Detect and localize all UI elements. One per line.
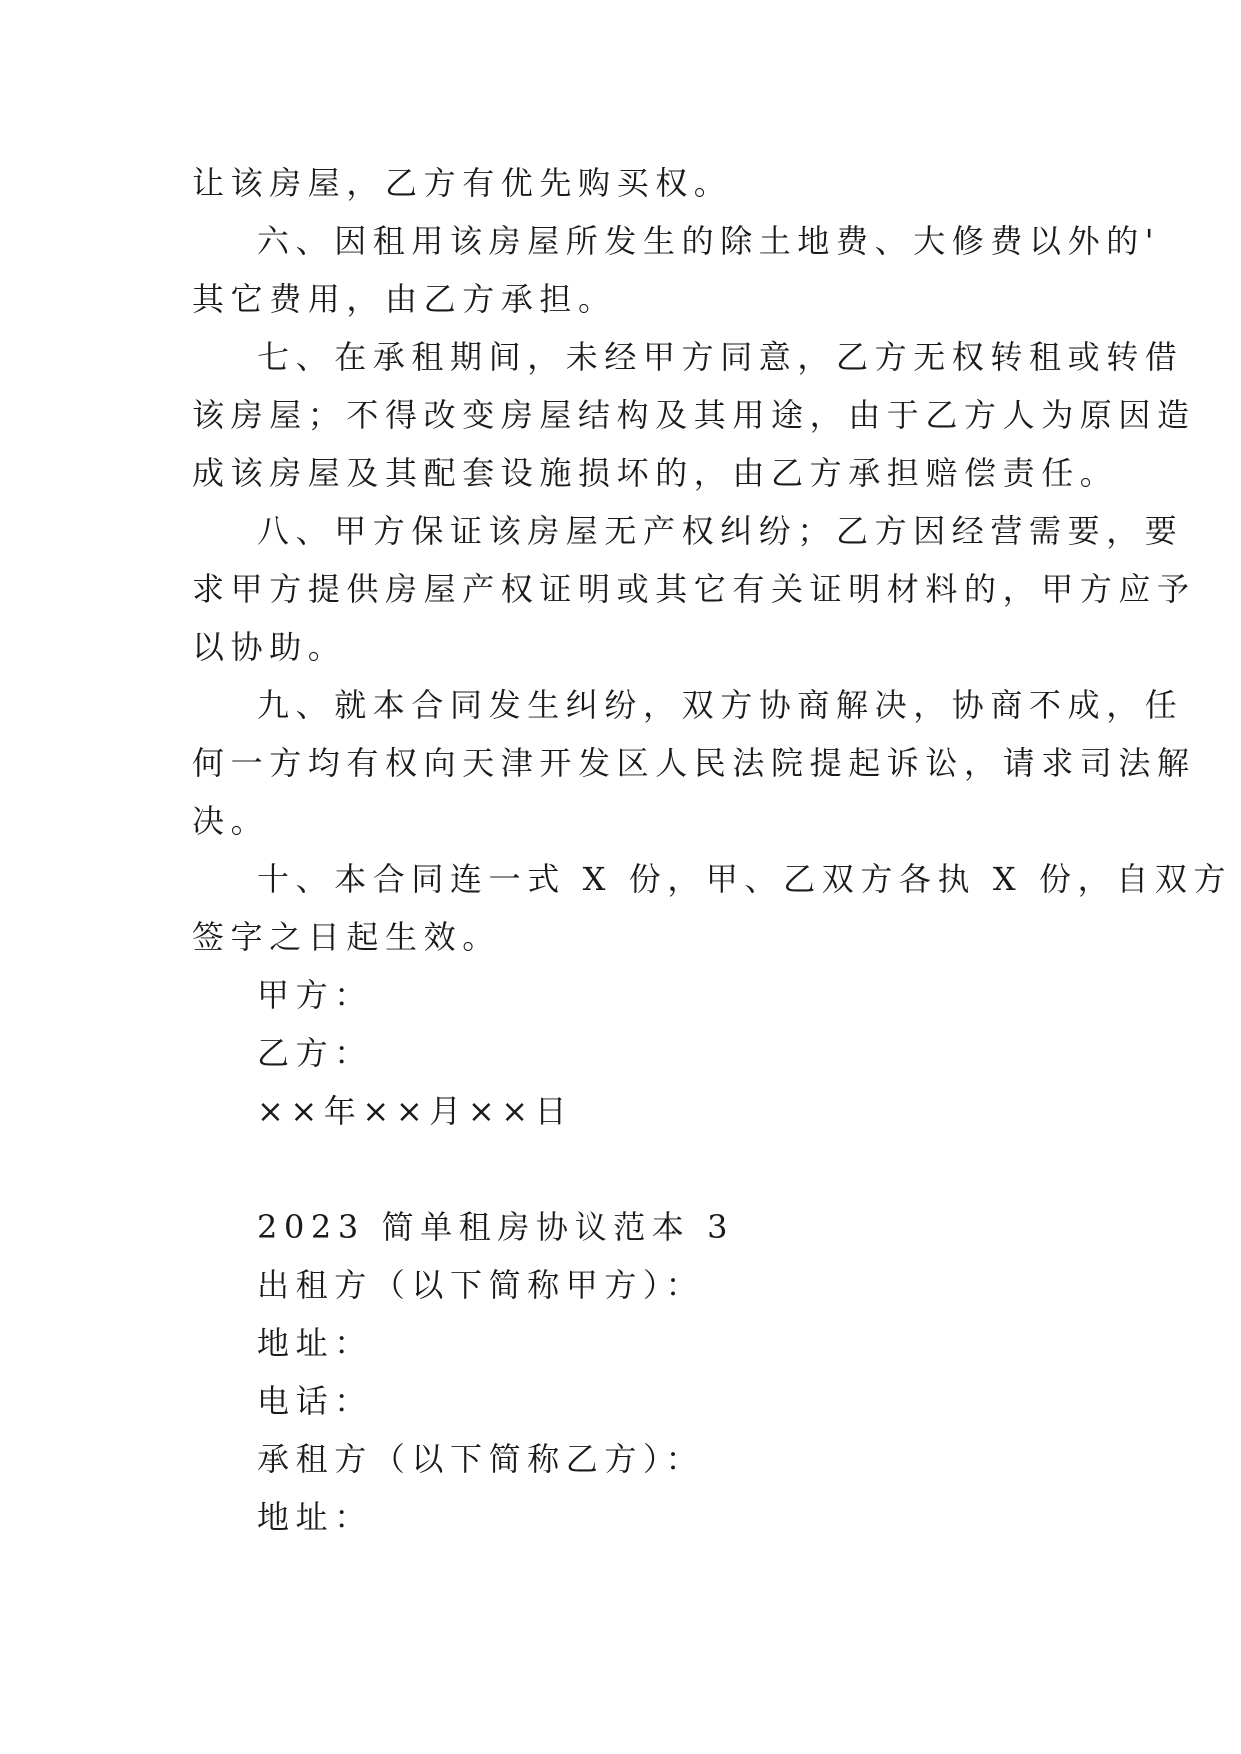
clause-9-line-3: 决。: [192, 802, 270, 840]
clause-7-line-3: 成该房屋及其配套设施损坏的，由乙方承担赔偿责任。: [192, 454, 1119, 492]
lessor-address-label: 地址：: [257, 1324, 373, 1362]
clause-9-line-1: 九、就本合同发生纠纷，双方协商解决，协商不成，任: [257, 686, 1184, 724]
party-b-signature-label: 乙方：: [257, 1034, 373, 1072]
clause-6-line-1: 六、因租用该房屋所发生的除土地费、大修费以外的': [257, 222, 1161, 260]
lessee-label: 承租方（以下简称乙方）：: [257, 1440, 705, 1478]
signature-date: ××年××月××日: [257, 1092, 574, 1130]
lessor-label: 出租方（以下简称甲方）：: [257, 1266, 705, 1304]
text-line: 让该房屋，乙方有优先购买权。: [192, 164, 733, 202]
section-title: 2023 简单租房协议范本 3: [257, 1208, 735, 1246]
clause-8-line-3: 以协助。: [192, 628, 347, 666]
clause-7-line-2: 该房屋；不得改变房屋结构及其用途，由于乙方人为原因造: [192, 396, 1196, 434]
party-a-signature-label: 甲方：: [257, 976, 373, 1014]
lessor-phone-label: 电话：: [257, 1382, 373, 1420]
clause-10-line-1: 十、本合同连一式 X 份，甲、乙双方各执 X 份，自双方: [257, 860, 1233, 898]
lessee-address-label: 地址：: [257, 1498, 373, 1536]
blank-line: [192, 1140, 1054, 1198]
clause-6-line-2: 其它费用，由乙方承担。: [192, 280, 617, 318]
clause-8-line-2: 求甲方提供房屋产权证明或其它有关证明材料的，甲方应予: [192, 570, 1196, 608]
document-body: [192, 154, 1233, 1546]
clause-10-line-2: 签字之日起生效。: [192, 918, 501, 956]
clause-7-line-1: 七、在承租期间，未经甲方同意，乙方无权转租或转借: [257, 338, 1184, 376]
clause-9-line-2: 何一方均有权向天津开发区人民法院提起诉讼，请求司法解: [192, 744, 1196, 782]
clause-8-line-1: 八、甲方保证该房屋无产权纠纷；乙方因经营需要，要: [257, 512, 1184, 550]
